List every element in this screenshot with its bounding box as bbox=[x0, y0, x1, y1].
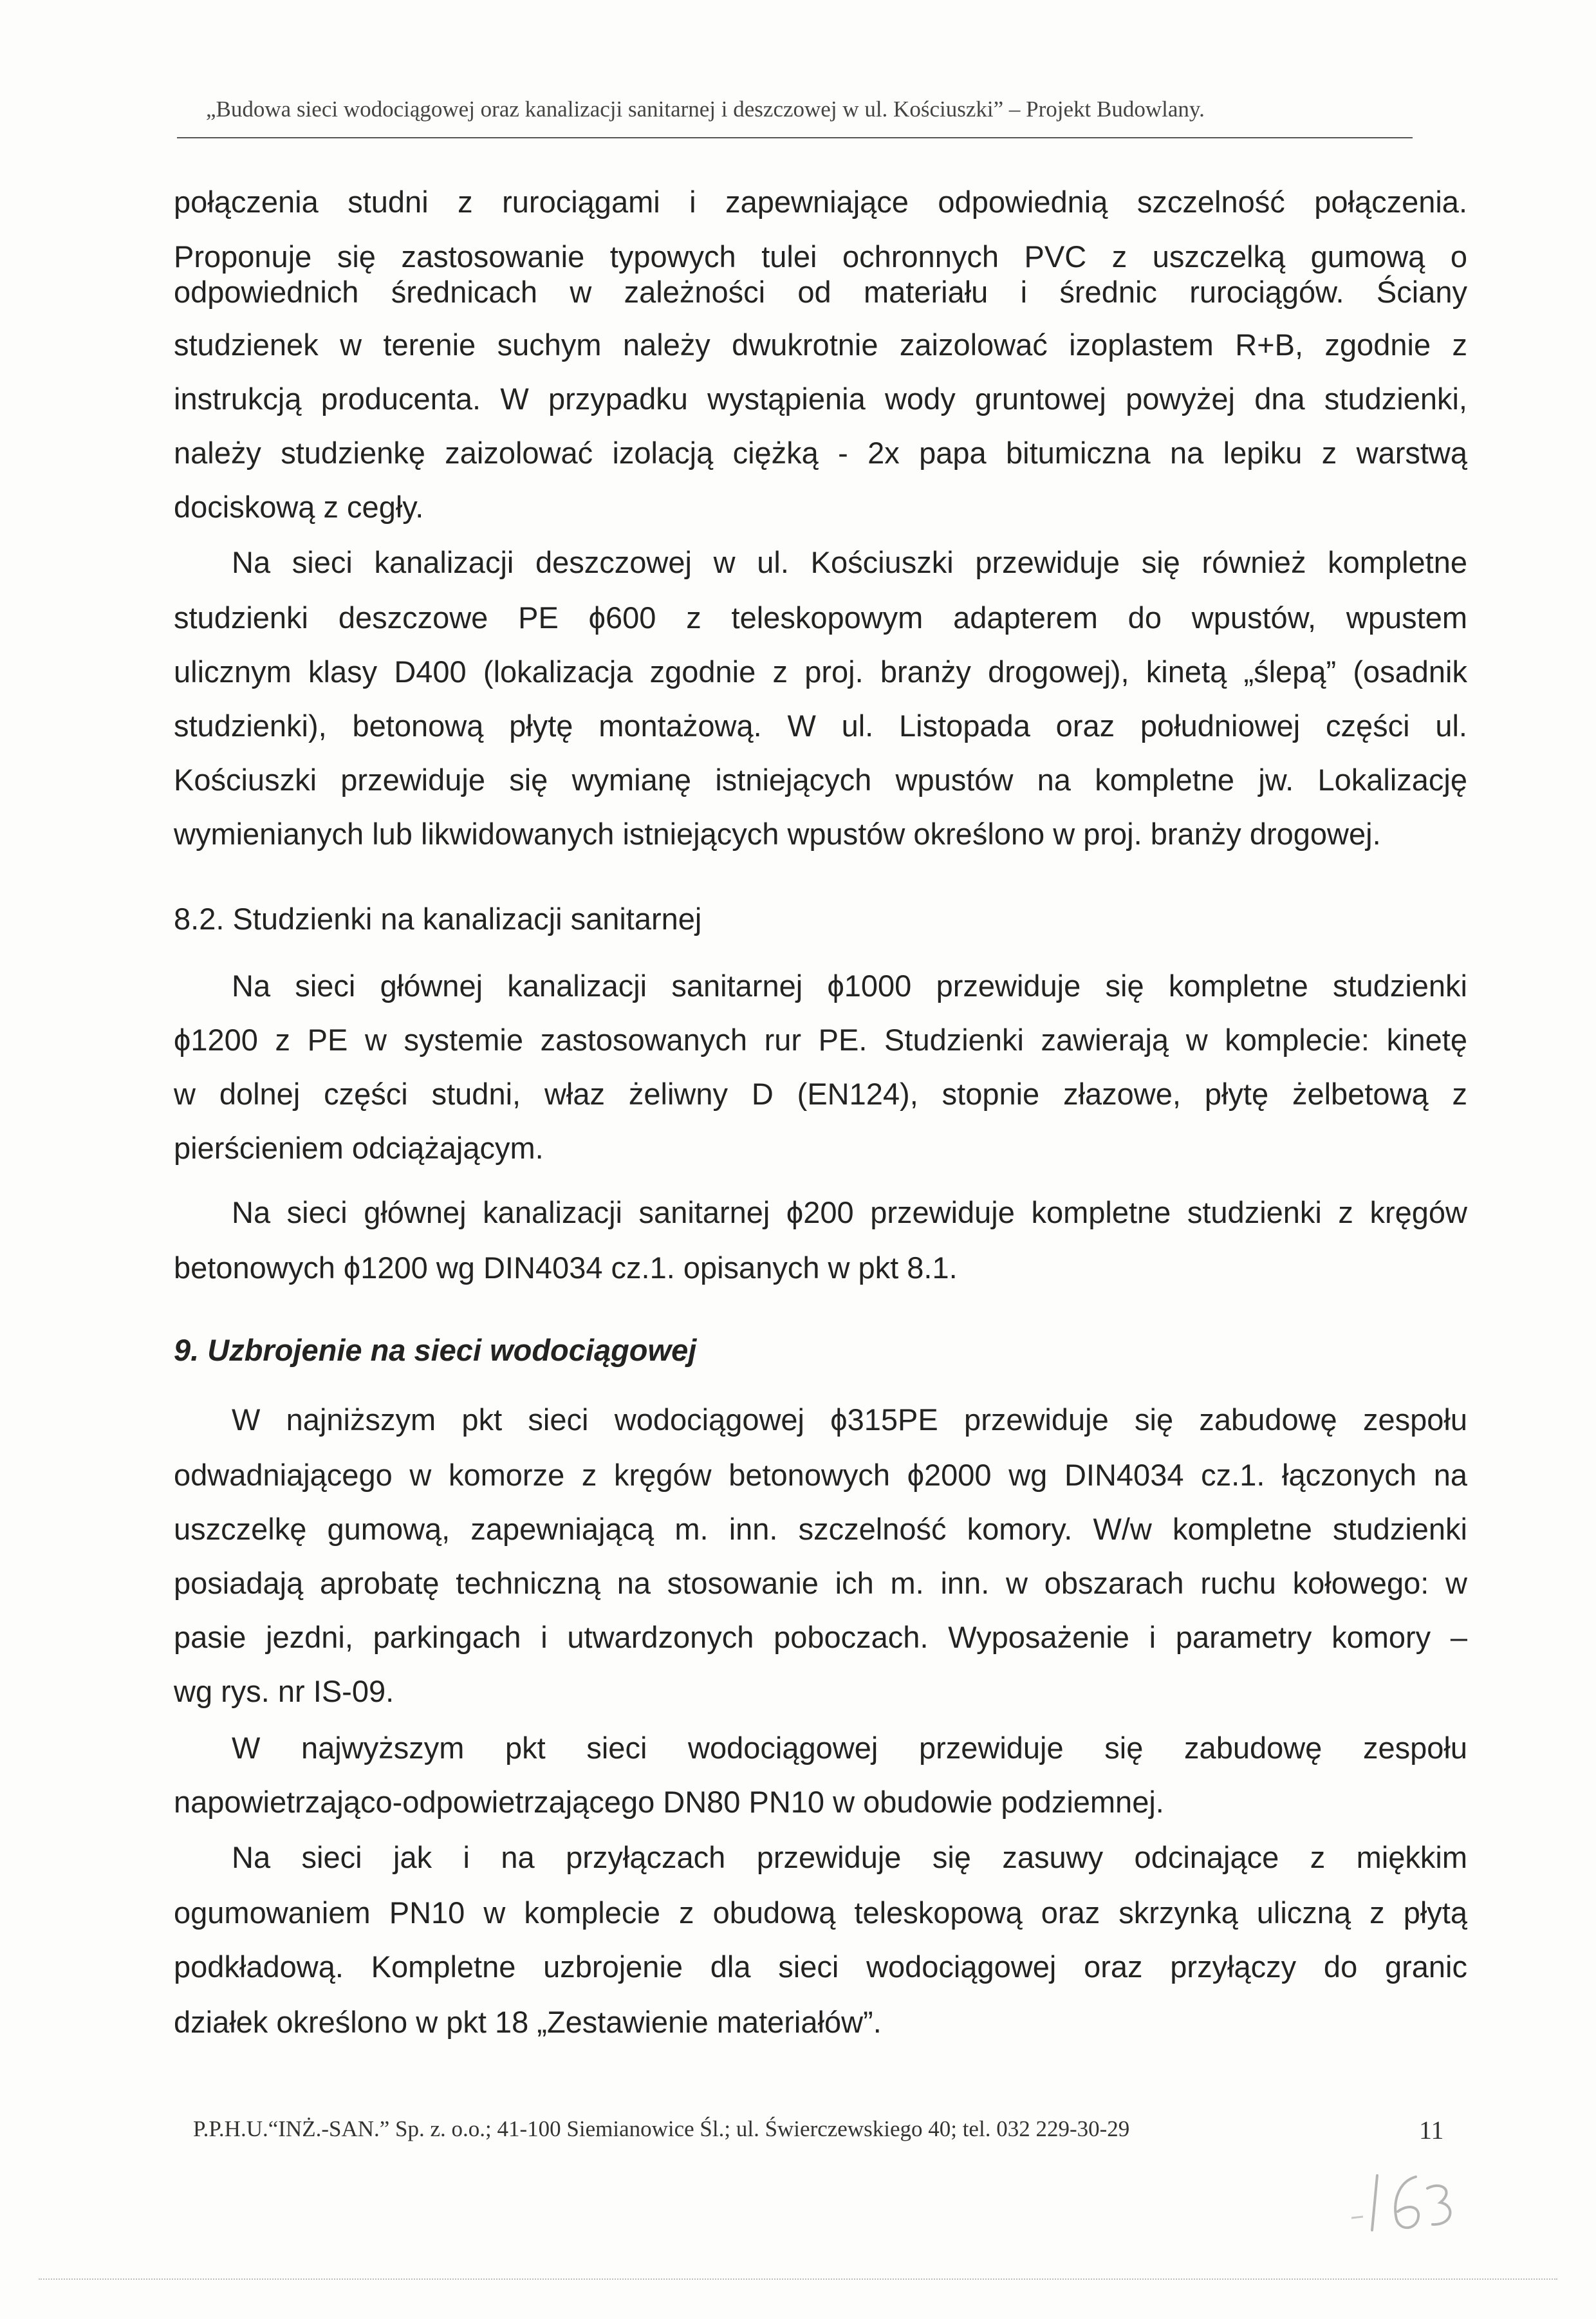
body-line: Kościuszki przewiduje się wymianę istniejących wpustów na kompletne jw. Lokalizację bbox=[174, 763, 1467, 797]
body-line: połączenia studni z rurociągami i zapewniające odpowiednią szczelność połączenia. bbox=[174, 185, 1467, 219]
paragraph-first-line: Na sieci jak i na przyłączach przewiduje się zasuwy odcinające z miękkim bbox=[232, 1840, 1467, 1874]
section-heading-8-2: 8.2. Studzienki na kanalizacji sanitarnej bbox=[174, 902, 702, 936]
body-line: instrukcją producenta. W przypadku wystąpienia wody gruntowej powyżej dna studzienki, bbox=[174, 382, 1467, 416]
body-line: studzienki deszczowe PE ϕ600 z teleskopowym adapterem do wpustów, wpustem bbox=[174, 601, 1467, 635]
body-line: dociskową z cegły. bbox=[174, 490, 424, 524]
body-line: napowietrzająco-odpowietrzającego DN80 PN10 w obudowie podziemnej. bbox=[174, 1785, 1164, 1819]
body-line: w dolnej części studni, właz żeliwny D (EN124), stopnie złazowe, płytę żelbetową z bbox=[174, 1077, 1467, 1111]
body-line: studzienek w terenie suchym należy dwukrotnie zaizolować izoplastem R+B, zgodnie z bbox=[174, 328, 1467, 362]
page-number: 11 bbox=[1419, 2116, 1444, 2145]
body-line: pierścieniem odciążającym. bbox=[174, 1131, 544, 1165]
section-heading-9: 9. Uzbrojenie na sieci wodociągowej bbox=[174, 1333, 697, 1367]
body-line: Proponuje się zastosowanie typowych tulei ochronnych PVC z uszczelką gumową o bbox=[174, 239, 1467, 274]
handwritten-page-mark bbox=[1351, 2163, 1461, 2240]
body-line: ulicznym klasy D400 (lokalizacja zgodnie z proj. branży drogowej), kinetą „ślepą” (osadnik bbox=[174, 655, 1467, 689]
body-line: wymienianych lub likwidowanych istniejących wpustów określono w proj. branży drogowej. bbox=[174, 817, 1381, 851]
body-line: należy studzienkę zaizolować izolacją ciężką - 2x papa bitumiczna na lepiku z warstwą bbox=[174, 436, 1467, 470]
paragraph-first-line: Na sieci głównej kanalizacji sanitarnej ϕ1000 przewiduje się kompletne studzienki bbox=[232, 969, 1467, 1003]
body-line: odwadniającego w komorze z kręgów betonowych ϕ2000 wg DIN4034 cz.1. łączonych na bbox=[174, 1458, 1467, 1492]
body-line: uszczelkę gumową, zapewniającą m. inn. szczelność komory. W/w kompletne studzienki bbox=[174, 1512, 1467, 1546]
paragraph-first-line: W najniższym pkt sieci wodociągowej ϕ315PE przewiduje się zabudowę zespołu bbox=[232, 1402, 1467, 1437]
paragraph-first-line: Na sieci głównej kanalizacji sanitarnej ϕ200 przewiduje kompletne studzienki z kręgów bbox=[232, 1195, 1467, 1229]
footer-company-info: P.P.H.U.“INŻ.-SAN.” Sp. z. o.o.; 41-100 Siemianowice Śl.; ul. Świerczewskiego 40; tel. 032 229-30-29 bbox=[193, 2116, 1130, 2141]
body-line: betonowych ϕ1200 wg DIN4034 cz.1. opisanych w pkt 8.1. bbox=[174, 1251, 958, 1285]
body-line: ogumowaniem PN10 w komplecie z obudową teleskopową oraz skrzynką uliczną z płytą bbox=[174, 1895, 1467, 1930]
body-line: ϕ1200 z PE w systemie zastosowanych rur PE. Studzienki zawierają w komplecie: kinetę bbox=[174, 1023, 1467, 1057]
body-line: studzienki), betonową płytę montażową. W ul. Listopada oraz południowej części ul. bbox=[174, 709, 1467, 743]
body-line: pasie jezdni, parkingach i utwardzonych poboczach. Wyposażenie i parametry komory – bbox=[174, 1620, 1467, 1654]
body-line: posiadają aprobatę techniczną na stosowanie ich m. inn. w obszarach ruchu kołowego: w bbox=[174, 1566, 1467, 1600]
paragraph-first-line: W najwyższym pkt sieci wodociągowej przewiduje się zabudowę zespołu bbox=[232, 1731, 1467, 1765]
body-line: podkładową. Kompletne uzbrojenie dla sieci wodociągowej oraz przyłączy do granic bbox=[174, 1950, 1467, 1984]
header-rule bbox=[177, 137, 1413, 138]
body-line: odpowiednich średnicach w zależności od materiału i średnic rurociągów. Ściany bbox=[174, 275, 1467, 309]
paragraph-first-line: Na sieci kanalizacji deszczowej w ul. Kościuszki przewiduje się również kompletne bbox=[232, 545, 1467, 579]
body-line: działek określono w pkt 18 „Zestawienie materiałów”. bbox=[174, 2005, 882, 2039]
body-line: wg rys. nr IS-09. bbox=[174, 1674, 394, 1708]
running-header: „Budowa sieci wodociągowej oraz kanalizacji sanitarnej i deszczowej w ul. Kościuszki” – Projekt Budowlany. bbox=[206, 97, 1205, 122]
scan-edge-line bbox=[39, 2278, 1557, 2280]
